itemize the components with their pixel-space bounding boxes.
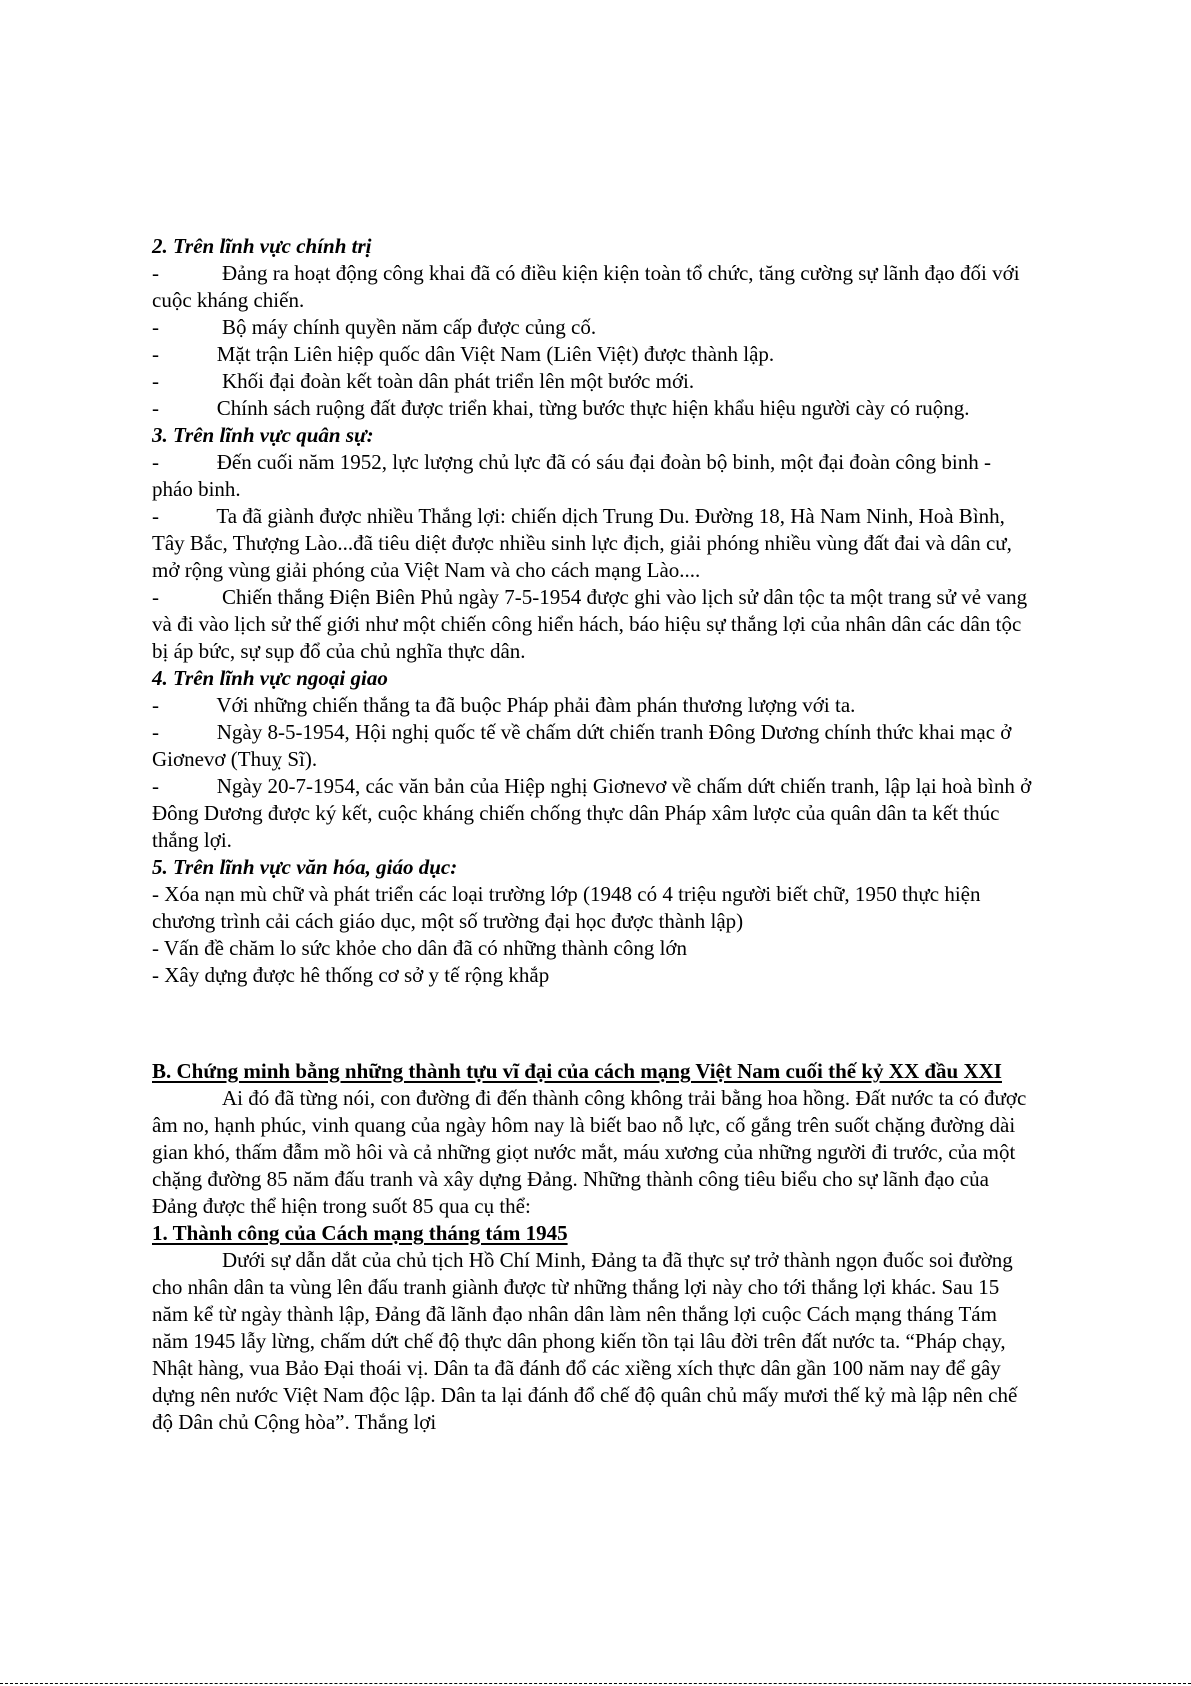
section-4-item-2: - Ngày 8-5-1954, Hội nghị quốc tế về chấm dứt chiến tranh Đông Dương chính thức khai mạc ở Giơnevơ (Thuỵ Sĩ). <box>152 720 1012 771</box>
section-4-item-3: - Ngày 20-7-1954, các văn bản của Hiệp nghị Giơnevơ về chấm dứt chiến tranh, lập lại hoà bình ở Đông Dương được ký kết, cuộc kháng chiến chống thực dân Pháp xâm lược của quân dân ta kết thúc thắng lợi. <box>152 774 1032 852</box>
section-b-heading: B. Chứng minh bằng những thành tựu vĩ đại của cách mạng Việt Nam cuối thế kỷ XX đầu XXI <box>152 1059 1002 1083</box>
spacer <box>152 989 1032 1058</box>
section-3-heading: 3. Trên lĩnh vực quân sự: <box>152 423 374 447</box>
section-5-item-1: - Xóa nạn mù chữ và phát triển các loại trường lớp (1948 có 4 triệu người biết chữ, 1950 thực hiện chương trình cải cách giáo dục, một số trường đại học được thành lập) <box>152 882 981 933</box>
document-page <box>152 233 1032 1436</box>
section-3-item-1: - Đến cuối năm 1952, lực lượng chủ lực đã có sáu đại đoàn bộ binh, một đại đoàn công binh - pháo binh. <box>152 450 991 501</box>
section-4-item-1: - Với những chiến thắng ta đã buộc Pháp phải đàm phán thương lượng với ta. <box>152 693 856 717</box>
section-5-item-2: - Vấn đề chăm lo sức khỏe cho dân đã có những thành công lớn <box>152 936 688 960</box>
section-b1-heading: 1. Thành công của Cách mạng tháng tám 1945 <box>152 1221 568 1245</box>
section-2-item-4: - Khối đại đoàn kết toàn dân phát triển lên một bước mới. <box>152 369 695 393</box>
section-5-heading: 5. Trên lĩnh vực văn hóa, giáo dục: <box>152 855 458 879</box>
section-4-heading: 4. Trên lĩnh vực ngoại giao <box>152 666 388 690</box>
section-b1-paragraph: Dưới sự dẫn dắt của chủ tịch Hồ Chí Minh, Đảng ta đã thực sự trở thành ngọn đuốc soi đường cho nhân dân ta vùng lên đấu tranh giành được từ những thắng lợi này cho tới thắng lợi khác. Sau 15 năm kể từ ngày thành lập, Đảng đã lãnh đạo nhân dân làm nên thắng lợi cuộc Cách mạng tháng Tám năm 1945 lẫy lừng, chấm dứt chế độ thực dân phong kiến tồn tại lâu đời trên đất nước ta. “Pháp chạy, Nhật hàng, vua Bảo Đại thoái vị. Dân ta đã đánh đổ các xiềng xích thực dân gần 100 năm nay để gây dựng nên nước Việt Nam độc lập. Dân ta lại đánh đổ chế độ quân chủ mấy mươi thế kỷ mà lập nên chế độ Dân chủ Cộng hòa”. Thắng lợi <box>152 1248 1018 1434</box>
section-b-paragraph: Ai đó đã từng nói, con đường đi đến thành công không trải bằng hoa hồng. Đất nước ta có được âm no, hạnh phúc, vinh quang của ngày hôm nay là biết bao nỗ lực, cố gắng trên suốt chặng đường dài gian khó, thấm đẫm mồ hôi và cả những giọt nước mắt, máu xương của những người đi trước, của một chặng đường 85 năm đấu tranh và xây dựng Đảng. Những thành công tiêu biểu cho sự lãnh đạo của Đảng được thể hiện trong suốt 85 qua cụ thể: <box>152 1086 1027 1218</box>
section-3-item-2: - Ta đã giành được nhiều Thắng lợi: chiến dịch Trung Du. Đường 18, Hà Nam Ninh, Hoà Bình, Tây Bắc, Thượng Lào...đã tiêu diệt được nhiều sinh lực địch, giải phóng nhiều vùng đất đai và dân cư, mở rộng vùng giải phóng của Việt Nam và cho cách mạng Lào.... <box>152 504 1012 582</box>
section-2-item-1: - Đảng ra hoạt động công khai đã có điều kiện kiện toàn tổ chức, tăng cường sự lãnh đạo đối với cuộc kháng chiến. <box>152 261 1020 312</box>
section-2-item-2: - Bộ máy chính quyền năm cấp được củng cố. <box>152 315 597 339</box>
section-2-item-3: - Mặt trận Liên hiệp quốc dân Việt Nam (Liên Việt) được thành lập. <box>152 342 775 366</box>
section-3-item-3: - Chiến thắng Điện Biên Phủ ngày 7-5-1954 được ghi vào lịch sử dân tộc ta một trang sử vẻ vang và đi vào lịch sử thế giới như một chiến công hiển hách, báo hiệu sự thắng lợi của nhân dân các dân tộc bị áp bức, sự sụp đổ của chủ nghĩa thực dân. <box>152 585 1028 663</box>
section-2-heading: 2. Trên lĩnh vực chính trị <box>152 234 372 258</box>
section-5-item-3: - Xây dựng được hê thống cơ sở y tế rộng khắp <box>152 963 550 987</box>
section-2-item-5: - Chính sách ruộng đất được triển khai, từng bước thực hiện khẩu hiệu người cày có ruộng. <box>152 396 970 420</box>
